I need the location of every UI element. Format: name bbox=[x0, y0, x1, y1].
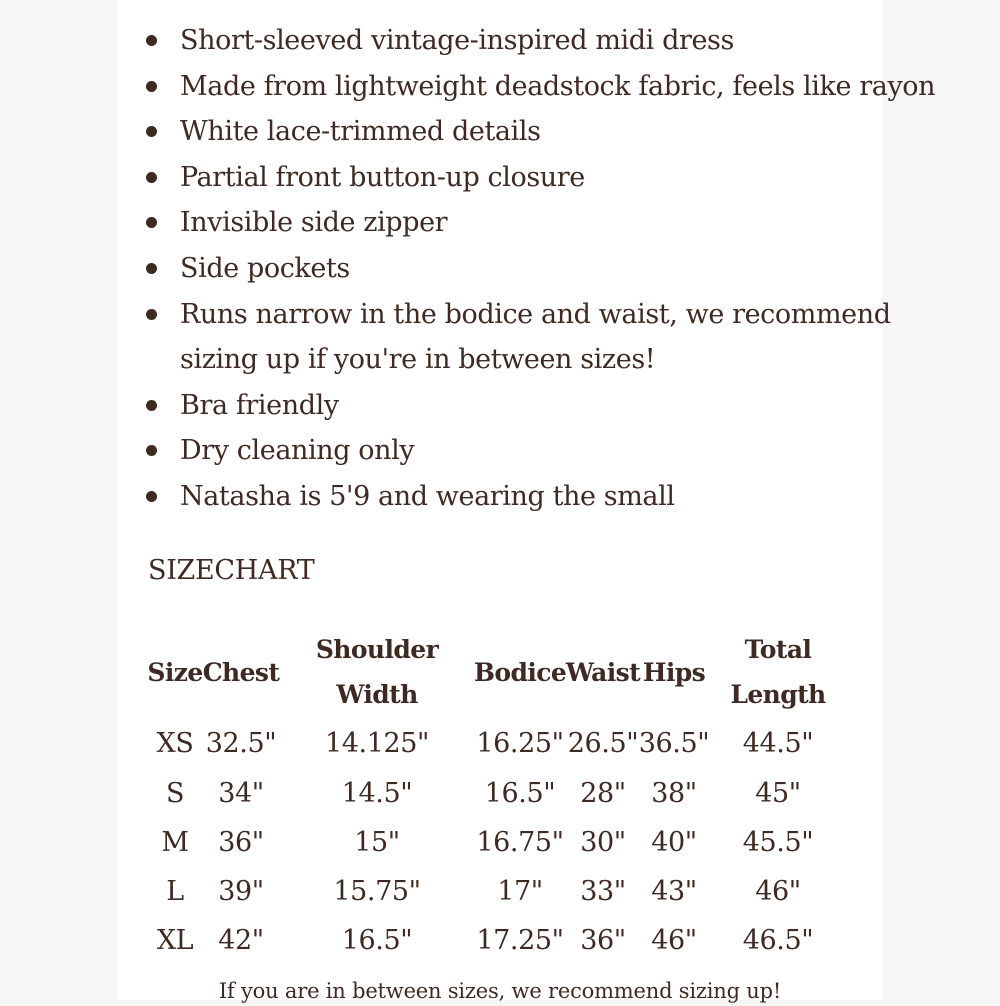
cell-hips: 46" bbox=[651, 925, 697, 956]
cell-size: XL bbox=[156, 925, 194, 956]
cell-shoulder-width: 15.75" bbox=[333, 876, 421, 907]
sizing-footnote: If you are in between sizes, we recommend sizing up! bbox=[218, 979, 782, 1003]
cell-total-length: 46" bbox=[755, 876, 801, 907]
header-size: Size bbox=[147, 658, 203, 687]
feature-text: Invisible side zipper bbox=[180, 207, 448, 239]
cell-size: L bbox=[166, 876, 184, 907]
product-description-panel bbox=[118, 0, 936, 1003]
cell-shoulder-width: 16.5" bbox=[341, 925, 413, 956]
header-hips: Hips bbox=[642, 658, 706, 687]
header-bodice: Bodice bbox=[473, 658, 567, 687]
cell-waist: 26.5" bbox=[567, 728, 639, 759]
cell-waist: 33" bbox=[580, 876, 626, 907]
feature-text: sizing up if you're in between sizes! bbox=[180, 344, 656, 376]
header-total-length-line1: Total bbox=[744, 635, 812, 664]
cell-size: S bbox=[165, 778, 185, 809]
cell-waist: 28" bbox=[580, 778, 626, 809]
feature-text: Dry cleaning only bbox=[180, 435, 415, 467]
cell-total-length: 45.5" bbox=[742, 827, 814, 858]
cell-chest: 39" bbox=[218, 876, 264, 907]
cell-shoulder-width: 14.125" bbox=[324, 728, 430, 759]
feature-text: Bra friendly bbox=[180, 389, 339, 421]
cell-chest: 36" bbox=[218, 827, 264, 858]
cell-chest: 34" bbox=[218, 778, 264, 809]
header-shoulder-width-line1: Shoulder bbox=[315, 635, 439, 664]
cell-size: XS bbox=[156, 728, 194, 759]
cell-waist: 30" bbox=[580, 827, 626, 858]
description-content bbox=[118, 0, 936, 1003]
cell-hips: 36.5" bbox=[638, 728, 710, 759]
feature-text: Side pockets bbox=[180, 252, 350, 284]
cell-bodice: 17" bbox=[497, 876, 543, 907]
cell-chest: 32.5" bbox=[205, 728, 277, 759]
feature-text: White lace-trimmed details bbox=[180, 116, 541, 148]
cell-chest: 42" bbox=[218, 925, 264, 956]
header-waist: Waist bbox=[565, 658, 641, 687]
cell-bodice: 16.5" bbox=[484, 778, 556, 809]
feature-text: Runs narrow in the bodice and waist, we recommend bbox=[180, 298, 891, 330]
cell-bodice: 17.25" bbox=[476, 925, 564, 956]
cell-hips: 40" bbox=[651, 827, 697, 858]
cell-hips: 38" bbox=[651, 778, 697, 809]
cell-bodice: 16.25" bbox=[476, 728, 564, 759]
cell-shoulder-width: 14.5" bbox=[341, 778, 413, 809]
cell-shoulder-width: 15" bbox=[354, 827, 400, 858]
cell-size: M bbox=[161, 827, 189, 858]
cell-total-length: 45" bbox=[755, 778, 801, 809]
cell-bodice: 16.75" bbox=[476, 827, 564, 858]
feature-text: Made from lightweight deadstock fabric, feels like rayon bbox=[180, 70, 936, 102]
cell-total-length: 46.5" bbox=[742, 925, 814, 956]
feature-text: Partial front button-up closure bbox=[180, 161, 585, 193]
cell-waist: 36" bbox=[580, 925, 626, 956]
feature-text: Natasha is 5'9 and wearing the small bbox=[180, 480, 675, 512]
size-chart-table bbox=[118, 0, 882, 1000]
header-shoulder-width-line2: Width bbox=[336, 680, 418, 709]
header-total-length-line2: Length bbox=[730, 680, 826, 709]
feature-text: Short-sleeved vintage-inspired midi dress bbox=[180, 25, 734, 56]
cell-hips: 43" bbox=[651, 876, 697, 907]
header-chest: Chest bbox=[202, 658, 280, 687]
cell-total-length: 44.5" bbox=[742, 728, 814, 759]
sizechart-heading: SIZECHART bbox=[148, 555, 315, 586]
